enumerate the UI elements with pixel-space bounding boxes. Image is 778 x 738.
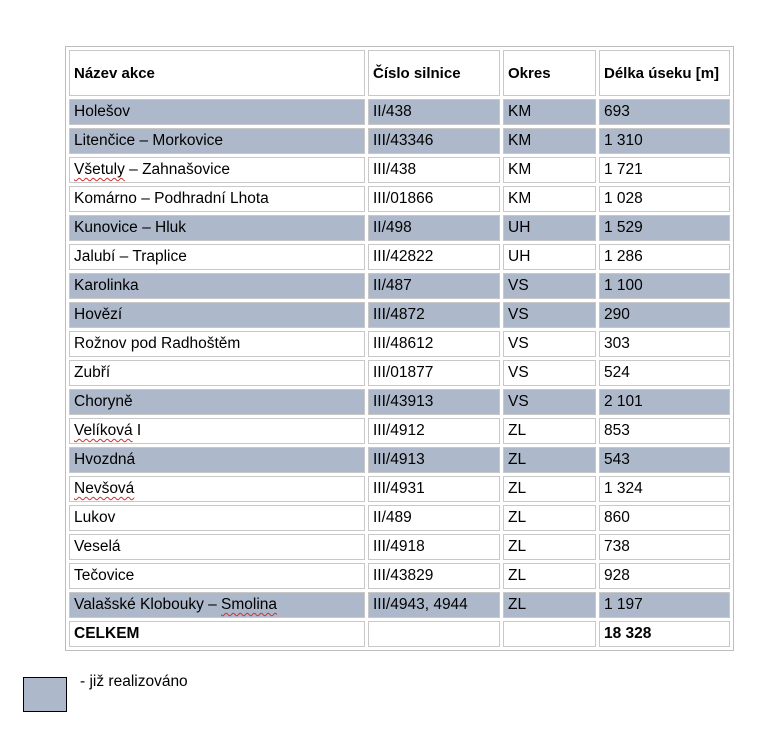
cell-road: III/4912 (368, 418, 500, 444)
total-label: CELKEM (69, 621, 365, 647)
cell-district: VS (503, 331, 596, 357)
header-length: Délka úseku [m] (599, 50, 730, 96)
cell-road: III/48612 (368, 331, 500, 357)
cell-district: UH (503, 215, 596, 241)
cell-district: VS (503, 360, 596, 386)
table-row (69, 360, 730, 386)
cell-road: III/42822 (368, 244, 500, 270)
legend-swatch (23, 677, 67, 712)
cell-length: 1 310 (599, 128, 730, 154)
table-row (69, 302, 730, 328)
table-row (69, 273, 730, 299)
cell-district: VS (503, 302, 596, 328)
table-row (69, 447, 730, 473)
table-row (69, 563, 730, 589)
cell-length: 524 (599, 360, 730, 386)
cell-road: III/4918 (368, 534, 500, 560)
cell-road: III/01866 (368, 186, 500, 212)
header-district: Okres (503, 50, 596, 96)
cell-district: KM (503, 157, 596, 183)
cell-district: KM (503, 186, 596, 212)
cell-length: 1 324 (599, 476, 730, 502)
cell-length: 860 (599, 505, 730, 531)
table-row (69, 99, 730, 125)
cell-district: KM (503, 128, 596, 154)
cell-district: ZL (503, 592, 596, 618)
cell-road: III/43913 (368, 389, 500, 415)
cell-name: Komárno – Podhradní Lhota (69, 186, 365, 212)
cell-name: Kunovice – Hluk (69, 215, 365, 241)
table-row (69, 418, 730, 444)
cell-length: 2 101 (599, 389, 730, 415)
cell-road: III/43829 (368, 563, 500, 589)
cell-name: Holešov (69, 99, 365, 125)
cell-name: Velíková I (69, 418, 365, 444)
cell-road: III/43346 (368, 128, 500, 154)
cell-road: II/487 (368, 273, 500, 299)
cell-length: 1 529 (599, 215, 730, 241)
cell-name: Karolinka (69, 273, 365, 299)
cell-name: Veselá (69, 534, 365, 560)
cell-road: III/01877 (368, 360, 500, 386)
cell-district: ZL (503, 563, 596, 589)
header-row (69, 50, 730, 96)
header-name: Název akce (69, 50, 365, 96)
cell-name: Litenčice – Morkovice (69, 128, 365, 154)
cell-length: 928 (599, 563, 730, 589)
cell-road: III/4872 (368, 302, 500, 328)
table-row (69, 505, 730, 531)
cell-name: Lukov (69, 505, 365, 531)
cell-name: Jalubí – Traplice (69, 244, 365, 270)
cell-name: Hvozdná (69, 447, 365, 473)
cell-district: ZL (503, 418, 596, 444)
cell-district: KM (503, 99, 596, 125)
cell-name: Všetuly – Zahnašovice (69, 157, 365, 183)
table-row (69, 215, 730, 241)
cell-district: VS (503, 273, 596, 299)
legend-text: - již realizováno (80, 673, 188, 690)
cell-name: Tečovice (69, 563, 365, 589)
cell-district: ZL (503, 505, 596, 531)
total-district (503, 621, 596, 647)
cell-length: 1 028 (599, 186, 730, 212)
cell-road: II/498 (368, 215, 500, 241)
cell-name: Zubří (69, 360, 365, 386)
cell-road: III/4913 (368, 447, 500, 473)
table-row (69, 157, 730, 183)
total-row (69, 621, 730, 647)
table-row (69, 592, 730, 618)
cell-length: 1 100 (599, 273, 730, 299)
cell-length: 1 197 (599, 592, 730, 618)
roads-table (65, 46, 734, 651)
cell-length: 290 (599, 302, 730, 328)
cell-length: 1 721 (599, 157, 730, 183)
table-row (69, 389, 730, 415)
table-row (69, 186, 730, 212)
cell-road: III/4943, 4944 (368, 592, 500, 618)
cell-district: VS (503, 389, 596, 415)
cell-road: III/438 (368, 157, 500, 183)
cell-road: II/489 (368, 505, 500, 531)
table-row (69, 331, 730, 357)
cell-length: 693 (599, 99, 730, 125)
cell-length: 303 (599, 331, 730, 357)
cell-road: III/4931 (368, 476, 500, 502)
cell-length: 543 (599, 447, 730, 473)
cell-district: ZL (503, 447, 596, 473)
table-row (69, 534, 730, 560)
cell-name: Rožnov pod Radhoštěm (69, 331, 365, 357)
cell-length: 853 (599, 418, 730, 444)
header-road: Číslo silnice (368, 50, 500, 96)
cell-name: Nevšová (69, 476, 365, 502)
table-row (69, 476, 730, 502)
cell-name: Valašské Klobouky – Smolina (69, 592, 365, 618)
cell-name: Choryně (69, 389, 365, 415)
cell-district: UH (503, 244, 596, 270)
table-row (69, 128, 730, 154)
cell-road: II/438 (368, 99, 500, 125)
table-row (69, 244, 730, 270)
cell-length: 738 (599, 534, 730, 560)
cell-district: ZL (503, 476, 596, 502)
cell-name: Hovězí (69, 302, 365, 328)
cell-length: 1 286 (599, 244, 730, 270)
cell-district: ZL (503, 534, 596, 560)
total-length: 18 328 (599, 621, 730, 647)
total-road (368, 621, 500, 647)
